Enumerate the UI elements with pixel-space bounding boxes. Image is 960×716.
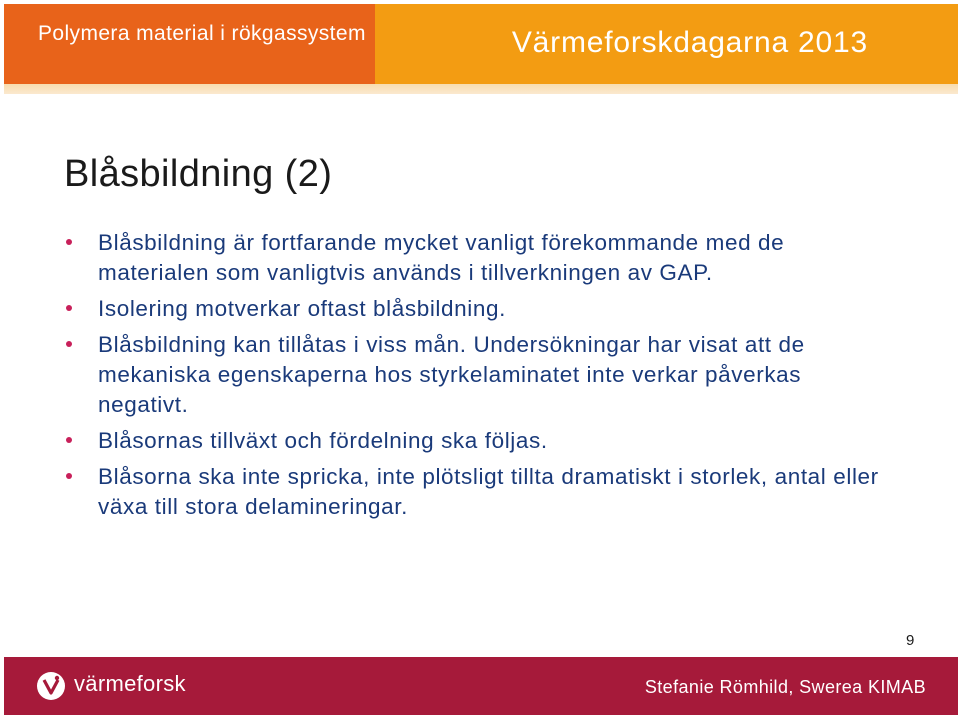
bullet-item	[66, 228, 896, 288]
event-title: Värmeforskdagarna 2013	[511, 26, 868, 59]
bullet-marker	[66, 473, 72, 479]
bullet-marker	[66, 437, 72, 443]
bullet-item	[66, 426, 896, 456]
bullet-item	[66, 462, 896, 522]
bullet-text: Blåsbildning kan tillåtas i viss mån. Undersökningar har visat att de mekaniska egenskaperna hos styrkelaminatet inte verkar påverkas negativt.	[98, 332, 805, 417]
bullet-text: Isolering motverkar oftast blåsbildning.	[98, 296, 506, 321]
footer-author: Stefanie Römhild, Swerea KIMAB	[644, 677, 926, 697]
presentation-topic: Polymera material i rökgassystem	[38, 22, 366, 45]
header-stripe	[4, 84, 958, 94]
varmeforsk-logo	[36, 669, 226, 703]
bullet-marker	[66, 341, 72, 347]
bullet-text: Blåsbildning är fortfarande mycket vanligt förekommande med de materialen som vanligtvis används i tillverkningen av GAP.	[98, 230, 785, 285]
bullet-text: Blåsorna ska inte spricka, inte plötsligt tillta dramatiskt i storlek, antal eller växa till stora delamineringar.	[98, 464, 879, 519]
slide-header	[0, 0, 960, 95]
bullet-list	[66, 228, 896, 528]
vf-logo-mark-icon	[36, 671, 66, 701]
bullet-marker	[66, 239, 72, 245]
slide-title: Blåsbildning (2)	[64, 153, 333, 195]
logo-text: värmeforsk	[74, 671, 186, 696]
bullet-item	[66, 294, 896, 324]
slide-footer	[4, 657, 958, 715]
bullet-marker	[66, 305, 72, 311]
page-number: 9	[906, 632, 915, 649]
bullet-text: Blåsornas tillväxt och fördelning ska följas.	[98, 428, 548, 453]
bullet-item	[66, 330, 896, 420]
